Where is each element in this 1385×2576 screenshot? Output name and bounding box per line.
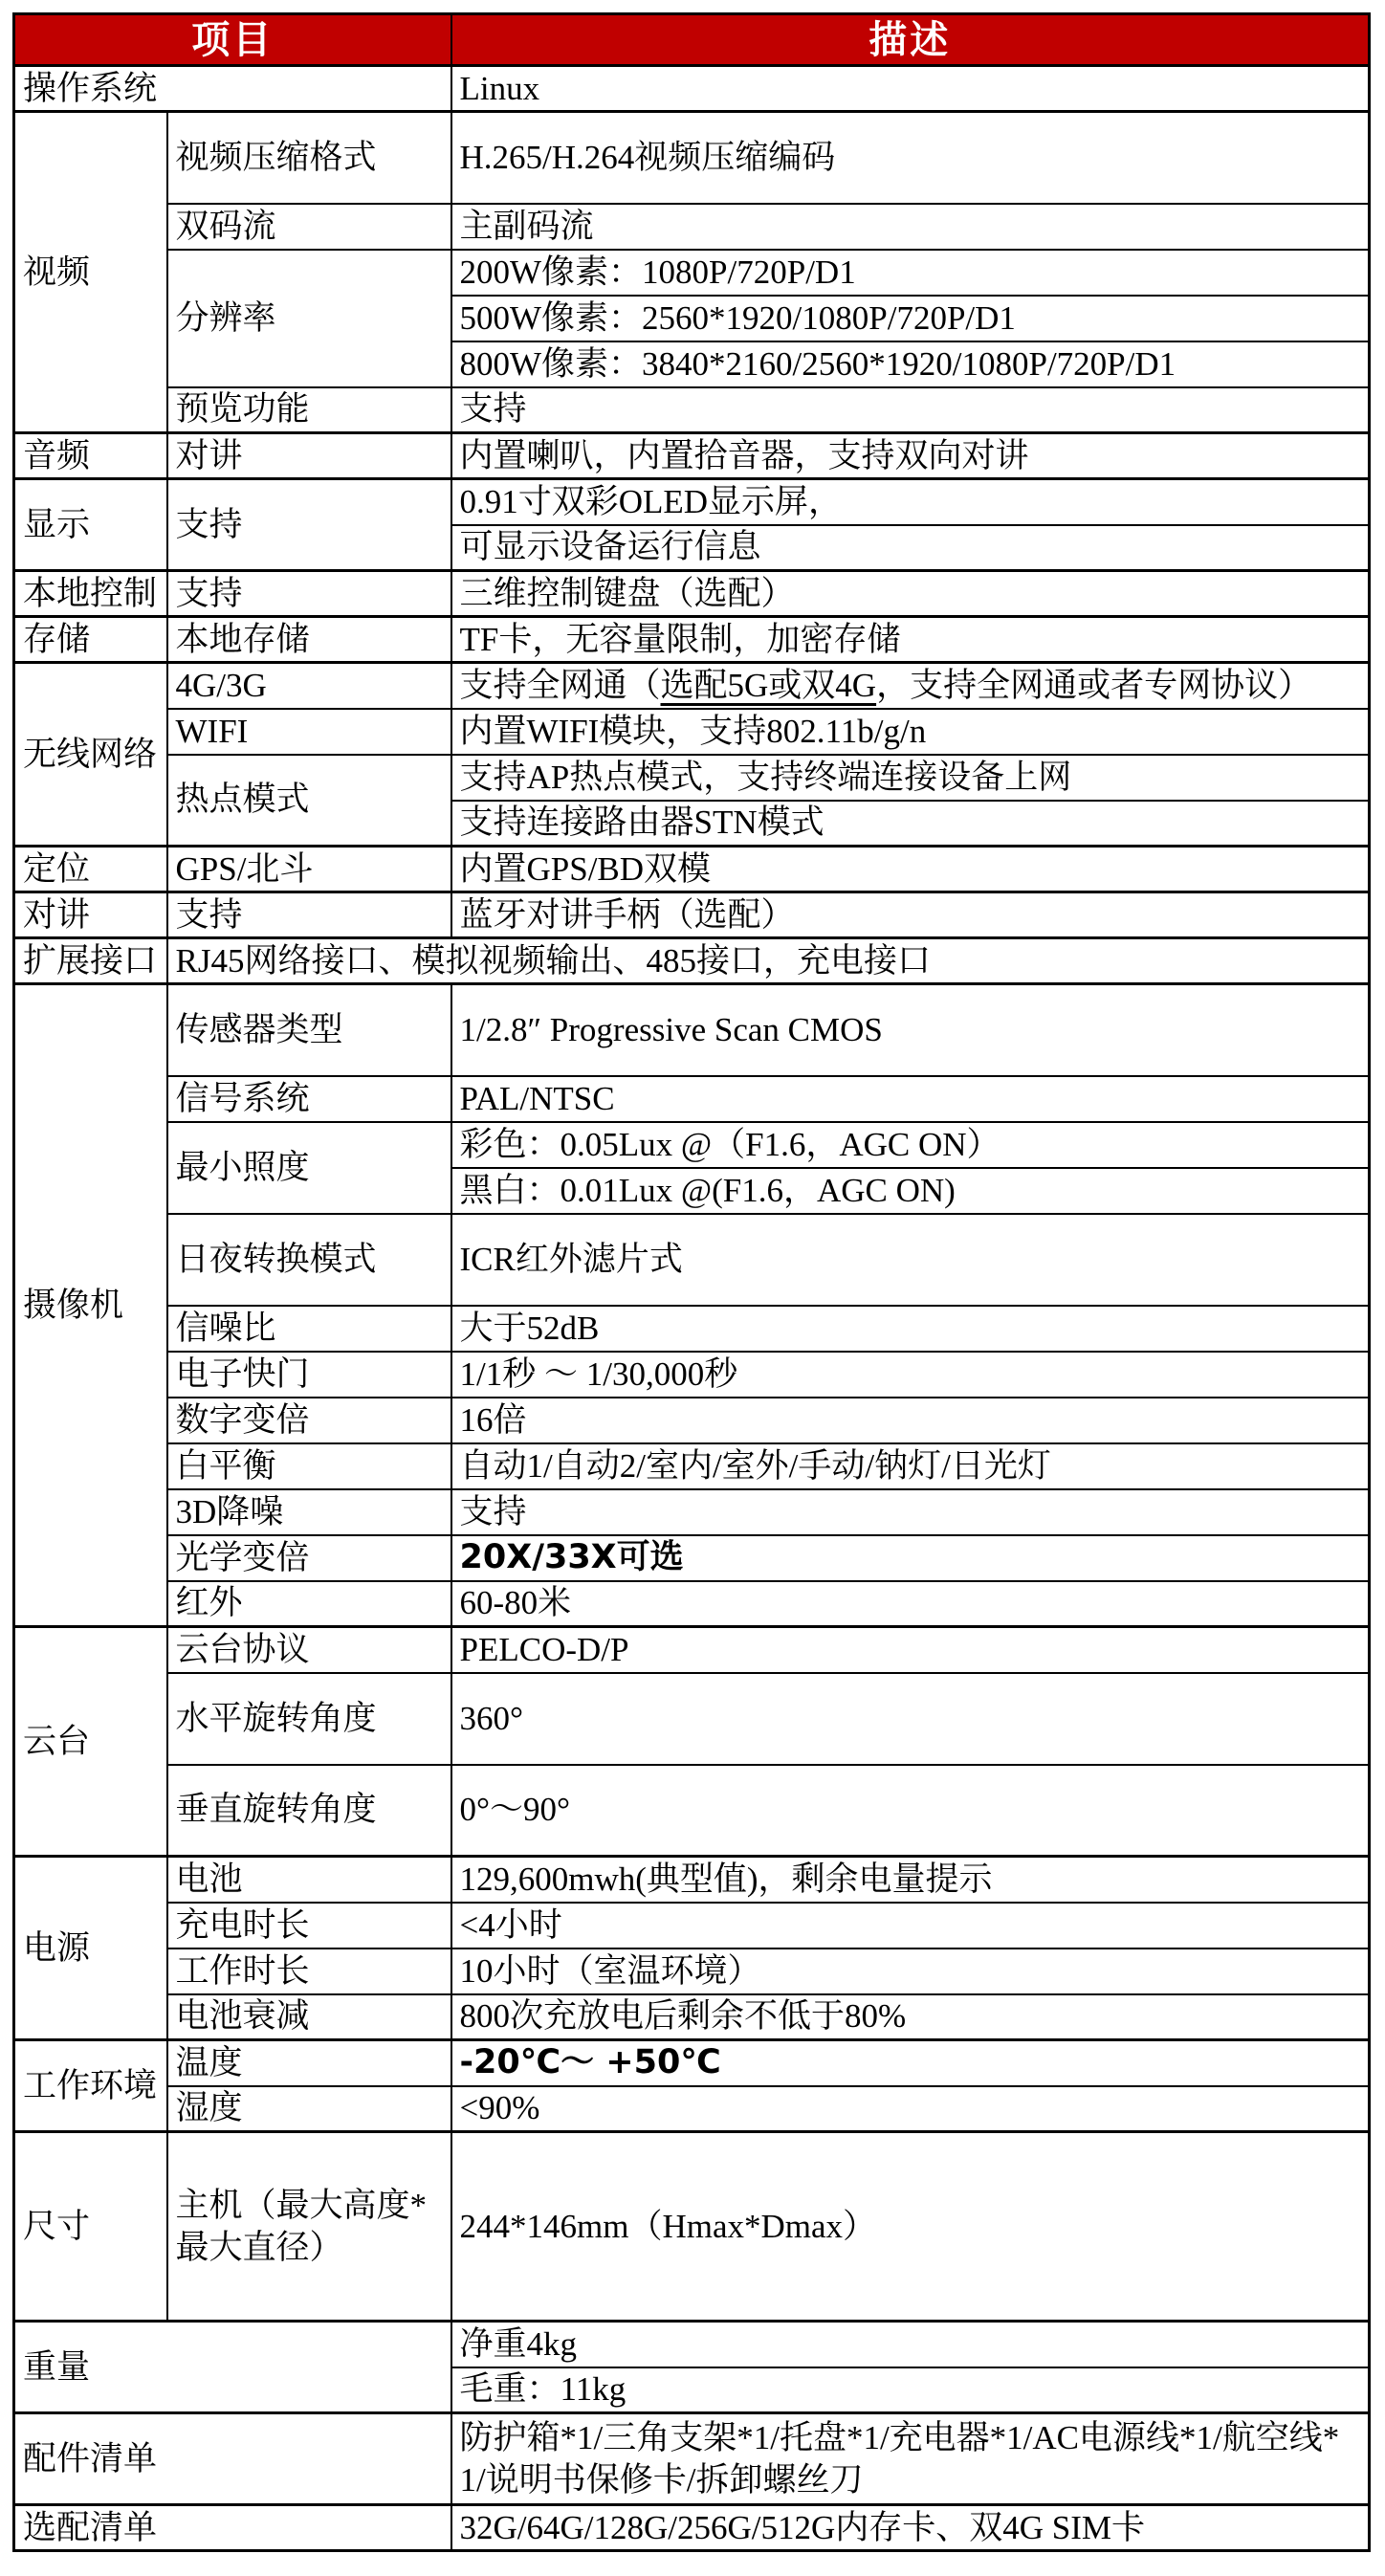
table-header-row (14, 14, 1370, 66)
table-row (14, 2505, 1370, 2551)
desc-cell: 三维控制键盘（选配） (451, 571, 1370, 617)
table-row (14, 1398, 1370, 1443)
item-cell: 充电时长 (167, 1903, 451, 1949)
item-cell: 数字变倍 (167, 1398, 451, 1443)
desc-cell: 毛重：11kg (451, 2367, 1370, 2413)
spec-sheet-page (0, 12, 1385, 2576)
desc-cell: 1/2.8″ Progressive Scan CMOS (451, 984, 1370, 1076)
item-cell: 视频压缩格式 (167, 112, 451, 204)
desc-cell: 10小时（室温环境） (451, 1949, 1370, 1994)
desc-cell: 支持AP热点模式，支持终端连接设备上网 (451, 755, 1370, 801)
desc-cell: H.265/H.264视频压缩编码 (451, 112, 1370, 204)
item-cell: 温度 (167, 2040, 451, 2086)
desc-cell: 大于52dB (451, 1306, 1370, 1352)
item-cell: 云台协议 (167, 1627, 451, 1673)
section-cell: 本地控制 (14, 571, 167, 617)
section-cell: 选配清单 (14, 2505, 451, 2551)
desc-cell: 0.91寸双彩OLED显示屏， (451, 479, 1370, 525)
item-cell: 支持 (167, 571, 451, 617)
section-cell: 工作环境 (14, 2040, 167, 2132)
desc-cell: 1/1秒 ～ 1/30,000秒 (451, 1352, 1370, 1398)
table-row (14, 1122, 1370, 1168)
desc-cell: -20℃～ +50℃ (451, 2040, 1370, 2086)
desc-cell: 支持 (451, 1489, 1370, 1535)
table-row (14, 1627, 1370, 1673)
item-cell: 工作时长 (167, 1949, 451, 1994)
table-row (14, 387, 1370, 433)
section-cell: 对讲 (14, 892, 167, 938)
section-cell: 电源 (14, 1857, 167, 2040)
item-cell: 电池 (167, 1857, 451, 1903)
item-cell: 主机（最大高度*最大直径） (167, 2132, 451, 2322)
table-row (14, 617, 1370, 663)
desc-cell: 500W像素：2560*1920/1080P/720P/D1 (451, 296, 1370, 341)
table-row (14, 479, 1370, 525)
desc-cell: RJ45网络接口、模拟视频输出、485接口，充电接口 (167, 938, 1370, 984)
table-row (14, 1443, 1370, 1489)
desc-cell: 800次充放电后剩余不低于80% (451, 1994, 1370, 2040)
desc-cell: 800W像素：3840*2160/2560*1920/1080P/720P/D1 (451, 341, 1370, 387)
section-cell: 存储 (14, 617, 167, 663)
item-cell: 日夜转换模式 (167, 1214, 451, 1306)
item-cell: 白平衡 (167, 1443, 451, 1489)
section-cell: 视频 (14, 112, 167, 433)
table-row (14, 1949, 1370, 1994)
table-row (14, 2086, 1370, 2132)
table-row (14, 112, 1370, 204)
desc-cell: TF卡，无容量限制，加密存储 (451, 617, 1370, 663)
item-cell: 预览功能 (167, 387, 451, 433)
section-cell: 扩展接口 (14, 938, 167, 984)
desc-cell: 60-80米 (451, 1581, 1370, 1627)
spec-table (12, 12, 1371, 2552)
item-cell: 支持 (167, 479, 451, 571)
item-cell: 湿度 (167, 2086, 451, 2132)
desc-cell: 防护箱*1/三角支架*1/托盘*1/充电器*1/AC电源线*1/航空线*1/说明书保修卡/拆卸螺丝刀 (451, 2413, 1370, 2505)
item-cell: 电池衰减 (167, 1994, 451, 2040)
desc-cell: 244*146mm（Hmax*Dmax） (451, 2132, 1370, 2322)
table-row (14, 204, 1370, 250)
item-cell: 最小照度 (167, 1122, 451, 1214)
table-row (14, 1076, 1370, 1122)
section-cell: 尺寸 (14, 2132, 167, 2322)
desc-cell: 32G/64G/128G/256G/512G内存卡、双4G SIM卡 (451, 2505, 1370, 2551)
section-cell: 显示 (14, 479, 167, 571)
item-cell: 双码流 (167, 204, 451, 250)
header-item: 项目 (14, 14, 451, 66)
table-row (14, 2322, 1370, 2367)
table-row (14, 1489, 1370, 1535)
item-cell: 传感器类型 (167, 984, 451, 1076)
table-row (14, 66, 1370, 112)
item-cell: 本地存储 (167, 617, 451, 663)
desc-cell: PELCO-D/P (451, 1627, 1370, 1673)
desc-cell: PAL/NTSC (451, 1076, 1370, 1122)
section-cell: 摄像机 (14, 984, 167, 1627)
desc-cell: 0°～90° (451, 1765, 1370, 1857)
section-cell: 定位 (14, 847, 167, 892)
table-row (14, 250, 1370, 296)
table-row (14, 847, 1370, 892)
table-row (14, 2132, 1370, 2322)
section-cell: 操作系统 (14, 66, 451, 112)
desc-cell: 蓝牙对讲手柄（选配） (451, 892, 1370, 938)
table-row (14, 663, 1370, 709)
table-row (14, 1673, 1370, 1765)
item-cell: 垂直旋转角度 (167, 1765, 451, 1857)
table-row (14, 1903, 1370, 1949)
desc-cell: 20X/33X可选 (451, 1535, 1370, 1581)
desc-cell: 200W像素：1080P/720P/D1 (451, 250, 1370, 296)
desc-cell: 360° (451, 1673, 1370, 1765)
table-row (14, 755, 1370, 801)
header-desc: 描述 (451, 14, 1370, 66)
desc-cell: ICR红外滤片式 (451, 1214, 1370, 1306)
desc-underlined-text: 选配5G或双4G (660, 666, 877, 704)
desc-cell: 支持 (451, 387, 1370, 433)
desc-cell: 内置喇叭，内置拾音器，支持双向对讲 (451, 433, 1370, 479)
table-row (14, 892, 1370, 938)
section-cell: 无线网络 (14, 663, 167, 847)
table-row (14, 1214, 1370, 1306)
desc-cell: 可显示设备运行信息 (451, 525, 1370, 571)
item-cell: 信号系统 (167, 1076, 451, 1122)
item-cell: 光学变倍 (167, 1535, 451, 1581)
item-cell: 支持 (167, 892, 451, 938)
item-cell: 3D降噪 (167, 1489, 451, 1535)
section-cell: 音频 (14, 433, 167, 479)
item-cell: 水平旋转角度 (167, 1673, 451, 1765)
desc-cell: 净重4kg (451, 2322, 1370, 2367)
item-cell: GPS/北斗 (167, 847, 451, 892)
table-row (14, 1765, 1370, 1857)
section-cell: 配件清单 (14, 2413, 451, 2505)
item-cell: 4G/3G (167, 663, 451, 709)
table-row (14, 1306, 1370, 1352)
table-row (14, 1857, 1370, 1903)
desc-cell: 内置GPS/BD双模 (451, 847, 1370, 892)
desc-cell: <4小时 (451, 1903, 1370, 1949)
table-row (14, 571, 1370, 617)
table-row (14, 1535, 1370, 1581)
item-cell: 分辨率 (167, 250, 451, 387)
item-cell: 红外 (167, 1581, 451, 1627)
desc-cell: 16倍 (451, 1398, 1370, 1443)
table-row (14, 1352, 1370, 1398)
table-row (14, 433, 1370, 479)
table-row (14, 709, 1370, 755)
item-cell: WIFI (167, 709, 451, 755)
section-cell: 重量 (14, 2322, 451, 2413)
item-cell: 对讲 (167, 433, 451, 479)
desc-cell: Linux (451, 66, 1370, 112)
desc-text: 支持全网通（ (459, 666, 661, 704)
section-cell: 云台 (14, 1627, 167, 1857)
desc-cell (451, 663, 1370, 709)
desc-cell: 内置WIFI模块，支持802.11b/g/n (451, 709, 1370, 755)
item-cell: 信噪比 (167, 1306, 451, 1352)
table-row (14, 2413, 1370, 2505)
table-row (14, 1581, 1370, 1627)
desc-cell: 彩色：0.05Lux @（F1.6，AGC ON） (451, 1122, 1370, 1168)
desc-cell: 129,600mwh(典型值)，剩余电量提示 (451, 1857, 1370, 1903)
desc-cell: 主副码流 (451, 204, 1370, 250)
desc-cell: <90% (451, 2086, 1370, 2132)
desc-cell: 自动1/自动2/室内/室外/手动/钠灯/日光灯 (451, 1443, 1370, 1489)
desc-text: ，支持全网通或者专网协议） (876, 666, 1312, 704)
item-cell: 电子快门 (167, 1352, 451, 1398)
table-row (14, 984, 1370, 1076)
table-row (14, 1994, 1370, 2040)
desc-cell: 支持连接路由器STN模式 (451, 801, 1370, 847)
table-row (14, 938, 1370, 984)
table-row (14, 2040, 1370, 2086)
item-cell: 热点模式 (167, 755, 451, 847)
desc-cell: 黑白：0.01Lux @(F1.6，AGC ON) (451, 1168, 1370, 1214)
